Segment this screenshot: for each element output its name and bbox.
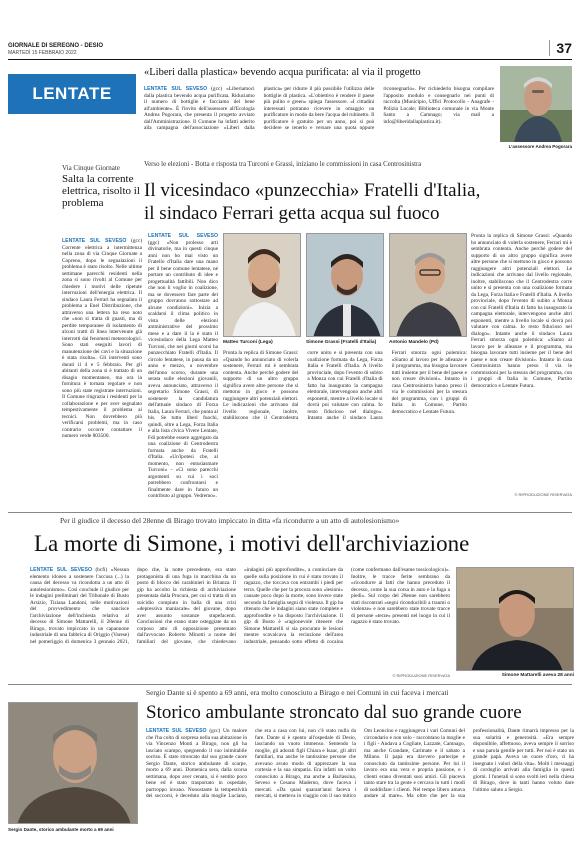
story3-text-left: (ggc) «Non prolesso arti divinatorie, ma in questi cinque anni non ho mai visto un Fratello d'Italia dare una mano per il bene comune lentatese, né portare un contributo di idee e progettualità fattibili. Non dico che non li voglio in coalizione, ma se dovessero fare parte del gruppo dovranno sottostare ad alcune condizioni». Inizia a scaldarsi il clima politico in vista delle elezioni amministrative del prossimo mese e a dare il la è stato il vicesindaco della Lega Matteo Turconi, che nei giorni scorsi ha punzecchiato Fratelli d'Italia. Il circolo lentatese, in pausa da un anno e mezzo, a novembre dell'anno scorso, durante una serata sulle elezioni giovanili, aveva annunciato, attraverso il segretario Simone Grassi, di sostenere la candidatura dell'attuale sindaco di Forza Italia, Laura Ferrari, che punta al bis. Se tutto liberi fuochi, quindi, oltre a Lega, Forza Italia e alla lista civica Vivere Lentate, Fdi potrebbe essere aggregato da una coalizione di Centrodestra formata anche da Fratelli d'Italia. «Un'ipotesi che, al momento, non entusiasmare Turconi» - «Ci sono parecchi argomenti su cui i soci potrebbero confrontarsi e finalmente dare in futuro un contributo al gruppo. Vedremo». <box>148 239 218 499</box>
story3-dateline: LENTATE SUL SEVESO <box>148 233 218 239</box>
story5-body <box>146 728 574 832</box>
section-label-text: LENTATE <box>32 84 112 103</box>
story2-text: (gcc) Corrente elettrica a intermittenza nella zona di via Cinque Giornate a Copreno, dopo le segnalazioni il problema è stato risolto. Nelle ultime settimane parecchi residenti nella zona si sono rivolti al Comune per chiedere i motivi delle ripetute interruzioni dell'energia elettrica. Il sindaco Laura Ferrari ha segnalato il problema a Enel Distribuzione, che attraverso una lettera ha reso noto che «non si tratta di guasti, ma di perdite temporanee di isolamento di alcuni tratti di linea intervenute già interrotti dai fenomeni meteorologici. Sono stati eseguiti lavori di manutenzione dei cavi e la situazione è stata risolta». Gli interventi sono durati il 4 e 5 febbraio. Per gli abitanti della zona si è trattato di un disagio momentaneo, ma ora la fornitura è tornata regolare e non sono più state registrate interruzioni. Il Comune ringrazia i residenti per la collaborazione e per aver segnalato tempestivamente il problema ai tecnici. Non dovrebbero più verificarsi problemi, ma in caso contrario occorre contattare il numero verde 803500. <box>62 238 142 439</box>
story4-dateline: LENTATE SUL SEVESO <box>30 567 92 573</box>
story5-dateline: LENTATE SUL SEVESO <box>146 728 207 734</box>
story1-photo-caption: L'assessore Andrea Pogorara <box>508 144 572 149</box>
story4-headline: La morte di Simone, i motivi dell'archiviazione <box>34 531 470 556</box>
section-label <box>8 74 136 114</box>
story2-kicker: Via Cinque Giornate <box>62 164 120 172</box>
story5-kicker: Sergio Dante si è spento a 69 anni, era molto conosciuto a Birago e nei Comuni in cui faceva i mercati <box>146 688 449 697</box>
story3-body-far-right <box>471 233 572 488</box>
portrait-grassi-caption: Simone Grassi (Fratelli d'Italia) <box>306 340 377 345</box>
story2-body <box>62 238 142 500</box>
story1-headline: «Liberi dalla plastica» bevendo acqua purificata: al via il progetto <box>144 67 421 78</box>
story3-body-left <box>148 233 218 505</box>
story1-body <box>144 86 494 148</box>
story3-headline-line1: Il vicesindaco «punzecchia» Fratelli d'Italia, <box>144 180 481 201</box>
story4-body <box>30 567 450 672</box>
story3-credit: © RIPRODUZIONE RISERVATA <box>514 492 572 497</box>
story1-photo <box>500 66 572 142</box>
story4-photo <box>456 567 574 671</box>
story4-text: (bcfi) «Nessun elemento idoneo a sostenere l'accusa (...) la causa del decesso va ricondotta a un atto di autolesionismo». Così conclude il giudice per le indagini preliminari del Tribunale di Busto Arsizio, Tiziana Landoni, nelle motivazioni del provvedimento che sancisce l'archiviazione dell'inchiesta relativa al decesso di Simone Mattarelli, il 28enne di Birago, trovato impiccato in un capannone industriale di una fabbrica di Origgio (Varese) nel pomeriggio di domenica 3 gennaio 2021, dopo che, la notte precedente, era stato protagonista di una fuga in macchina da un posto di blocco dei carabinieri in Brianza. Il gip ha accolto la richiesta di archiviazione presentata dalla Procura, per cui si tratta di un suicidio compiuto in balìa di una crisi «depressiva maniacale» del giovane, dopo aver assunto sostanze stupefacenti. Conclusioni che erano state osteggiate da un corposo atto di opposizione presentato dall'avvocato Roberto Minotti a nome dei familiari del giovane, che chiedevano «indagini più approfondite», a cominciare da quelle sulla posizione in cui è stato trovato il ragazzo, che toccava con entrambi i piedi per terra. Quelle che per la procura sono «lesioni» causate poco dopo la morte, sono invece state secondo la famiglia segni di violenza. Il gip ha ritenuto che le indagini siano state complete e approfondite e ha disposto l'archiviazione. Il gip di Busto è «ragionevole ritenere che Simone Mattarelli si sia procurato le lesioni mentre scavalcava la recinzione dell'area industriale, pensando sotto effetto di cocaina (come confermano dall'esame tossicologico)». Inoltre, le tracce ferite sembrano da «ricondurre ai fatti che hanno preceduto il decesso, come la sua corsa in auto e la fuga a piedi». Sul corpo del 28enne non sarebbero stati riscontrati «segni riconducibili a traumi o violenze» e non sarebbero state trovate tracce di persone «terze» presenti nel luogo in cui il ragazzo è stato trovato. <box>30 567 450 645</box>
story2-dateline: LENTATE SUL SEVESO <box>62 238 127 244</box>
story1-text: (gcc) «Liberiamoci dalla plastica bevendo acqua purificata. Riduciamo il numero di bottiglie e facciamo del bene all'ambiente». È l'invito dell'assessore all'Ecologia Andrea Pogorara, che presenta il progetto avviato dall'Amministrazione. Il Comune ha infatti aderito alla campagna dell'associazione «Liberi dalla plastica» per ridurre il più possibile l'utilizzo delle bottiglie di plastica. «L'obiettivo è rendere il paese più pulito e green» spiega l'assessore. «I cittadini interessati potranno ricevere in omaggio un purificatore in modo da bere l'acqua del rubinetto. Il purificatore è gratuito per un anno, poi si può decidere se tenerlo e versare una quota oppure riconsegnarlo». Per richiederlo bisogna compilare l'apposito modulo e consegnarlo nei punti di raccolta (Municipio, Uffici Protocollo - Anagrafe - Polizia Locale; Biblioteca comunale in via Monte Santo a Camnago; via mail a info@liberidallaplastica.it). <box>144 86 494 131</box>
story4-credit: © RIPRODUZIONE RISERVATA <box>392 673 450 678</box>
story4-photo-caption: Simone Mattarelli aveva 28 anni <box>501 673 574 678</box>
masthead <box>8 38 572 60</box>
portrait-turconi-caption: Matteo Turconi (Lega) <box>223 340 273 345</box>
story4-kicker: Per il giudice il decesso del 28enne di Birago trovato impiccato in ditta «fa ricondurre a un atto di autolesionismo» <box>60 516 400 525</box>
story5-photo <box>8 702 138 824</box>
story5-text: (gcc) Un malore che l'ha colto di sorpresa nella sua abitazione in via Vincenzo Monti a Birago, non gli ha lasciato scampo, spegnendo il suo inimitabile sorriso. È stato stroncato dal suo grande cuore Sergio Dante, storico ambulante di scarpe, morto a 69 anni. Domenica sera, dalla scorsa settimana, dopo aver cenato, si è sentito poco bene ed è stato trasportato in ospedale, purtroppo invano. Nonostante la tempestività dei soccorsi, è deceduto alla moglie Luciano, che era a casa con lui, non c'è stato nulla da fare. Dante si è spento all'ospedale di Desio, lasciando un vuoto immenso. Sentendo la moglie, gli adorati figli Chiara e Isaac, gli altri familiari, ma anche le tantissime persone che avevano avuto modo di apprezzare la sua cortesia e la sua simpatia. Era infatti un volto conosciuto a Birago, ma anche a Barlassina, Seveso e Cesano Maderno, dove faceva i mercati. «Da quasi quarant'anni faceva i mercati, si metteva in viaggio con il suo mitico Om Leoncino e raggiungeva i vari Comuni del circondario e non solo - raccontano la moglie e i figli - Andava a Cogliate, Lazzate, Camnago, ma anche Grandate, Carimate e il sabato a Milano. Il papà era davvero partecipe e conosciuto da tantissime persone. Per lui il lavoro era una vera e propria passione, e i clienti erano diventati suoi amici. Gli piaceva tanto stare tra la gente e cercava in tutti i modi di soddisfare i clienti. Nel tempo libero amava andare al mare». Ma oltre che per la sua professionalità, Dante rimarrà impresso per la sua solarità e generosità. «Era sempre disponibile, affettuoso, aveva sempre il sorriso e una parola gentile per tutti. Per noi è stato un grande papà. Aveva un cuore d'oro, ci ha insegnato i valori della vita». Molti i messaggi di cordoglio arrivati alla famiglia in questi giorni. I funerali si sono svolti ieri nella chiesa di Birago, dove in tanti hanno voluto dare l'ultimo saluto a Sergio. <box>146 728 574 799</box>
portrait-mandelo <box>389 233 467 337</box>
divider-2 <box>8 684 572 685</box>
portrait-grassi <box>306 233 384 337</box>
story1-dateline: LENTATE SUL SEVESO <box>144 86 208 92</box>
story3-body-right <box>223 350 467 494</box>
page-number: 37 <box>549 40 572 56</box>
divider-1 <box>8 512 572 513</box>
story2-headline: Salta la corrente elettrica, risolto il problema <box>62 173 140 209</box>
portrait-mandelo-caption: Antonio Mandelo (Pd) <box>389 340 439 345</box>
paper-name: GIORNALE DI SEREGNO - DESIO <box>8 43 104 49</box>
issue-date: MARTEDÌ 15 FEBBRAIO 2022 <box>8 50 77 56</box>
story3-text-far-right: Pronta la replica di Simone Grassi: «Quando ho annunciato di volerla sostenere, Ferrari mi è sembrata contenta. Anche perché godere del supporto di un altro gruppo significa avere altre persone che si mettono in gioco e possono raggiungere altri potenziali elettori. Le indicazioni che arrivano dal livello regionale, inoltre, stabiliscono che il Centrodestra corre unito e si presenta con una coalizione formata da Lega, Forza Italia e Fratelli d'Italia. A livello provinciale, dopo l'evento di subito a Monza con cui Fratelli d'Italia di fatto ha inaugurato la campagna elettorale, intervengono anche altri esponenti, mentre a livello locale si dovrà poi valutare con calma. Io resto fiducioso nel dialogo». Intanto anche il sindaco Laura Ferrari smorza ogni polemica: «Siamo al lavoro per le alleanze e il programma, ma bisogna lavorare tutti insieme per il bene del paese e non creare divisioni». Intanto in casa Centrosinistra hanno preso il via le commissioni per la stesura del programma, con i gruppi di Italia in Comune, Partito democratico e Lentate Futura. <box>471 233 572 389</box>
story3-text-right: Pronta la replica di Simone Grassi: «Quando ho annunciato di volerla sostenere, Ferrari mi è sembrata contenta. Anche perché godere del supporto di un altro gruppo significa avere altre persone che si mettono in gioco e possono raggiungere altri potenziali elettori. Le indicazioni che arrivano dal livello regionale, inoltre, stabiliscono che il Centrodestra corre unito e si presenta con una coalizione formata da Lega, Forza Italia e Fratelli d'Italia. A livello provinciale, dopo l'evento di subito a Monza con cui Fratelli d'Italia di fatto ha inaugurato la campagna elettorale, intervengono anche altri esponenti, mentre a livello locale si dovrà poi valutare con calma. Io resto fiducioso nel dialogo». Intanto anche il sindaco Laura Ferrari smorza ogni polemica: «Siamo al lavoro per le alleanze e il programma, ma bisogna lavorare tutti insieme per il bene del paese e non creare divisioni». Intanto in casa Centrosinistra hanno preso il via le commissioni per la stesura del programma, con i gruppi di Italia in Comune, Partito democratico e Lentate Futura. <box>223 350 467 421</box>
story5-headline: Storico ambulante stroncato dal suo grande cuore <box>146 702 522 723</box>
story5-photo-caption: Sergio Dante, storico ambulante morto a 69 anni <box>8 827 114 832</box>
story3-kicker: Verso le elezioni - Botta e risposta tra Turconi e Grassi, iniziano le commissioni in casa Centrosinistra <box>144 161 422 168</box>
story3-headline-line2: il sindaco Ferrari getta acqua sul fuoco <box>144 203 440 224</box>
portrait-turconi <box>223 233 301 337</box>
